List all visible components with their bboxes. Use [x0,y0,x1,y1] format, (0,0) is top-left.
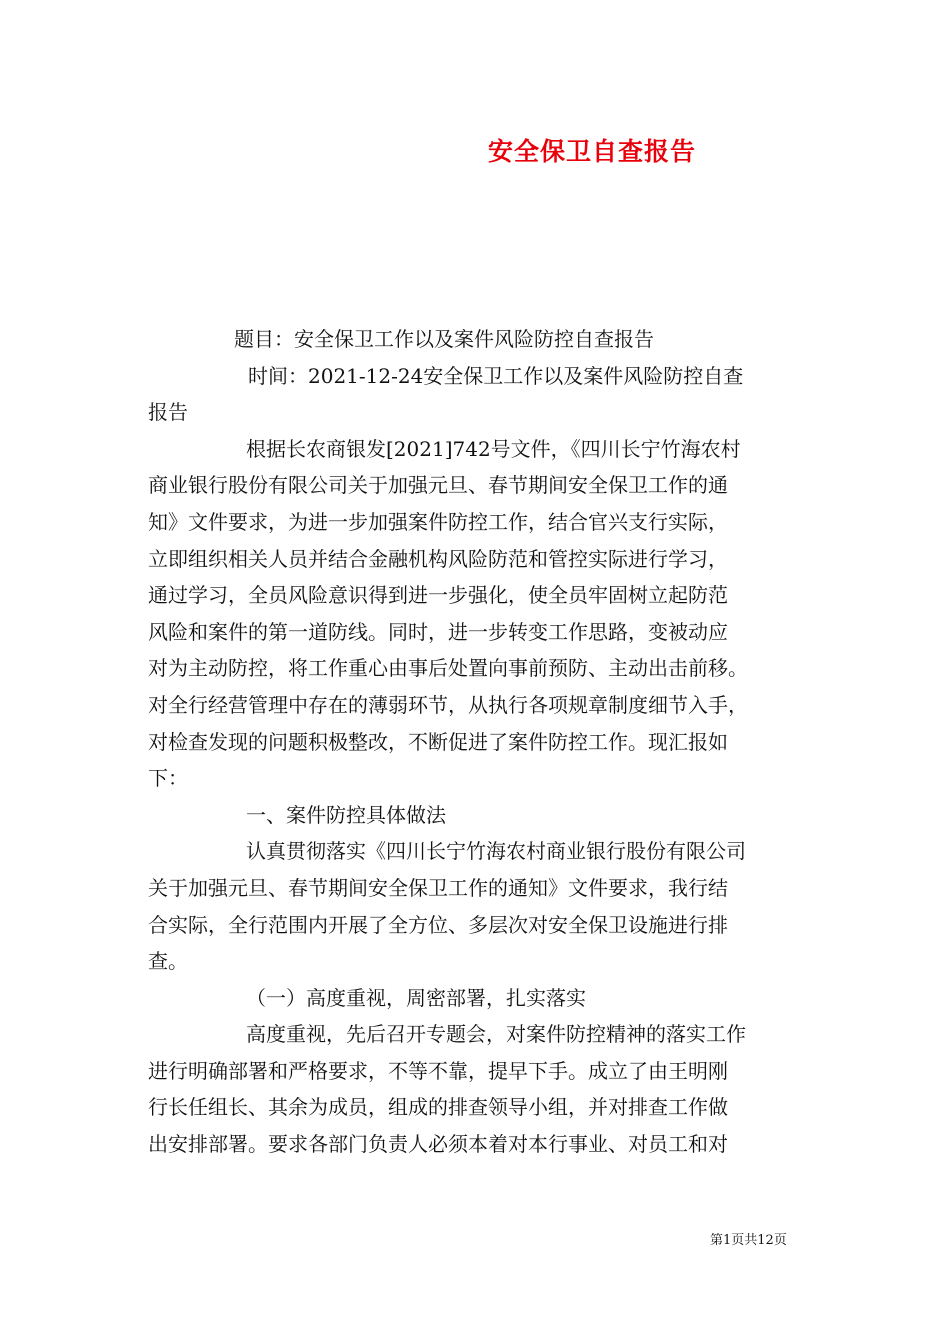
body-line: 对检查发现的问题积极整改，不断促进了案件防控工作。现汇报如 [148,729,728,754]
body-line: 一、案件防控具体做法 [246,802,446,827]
body-line: 合实际，全行范围内开展了全方位、多层次对安全保卫设施进行排 [148,912,728,937]
body-line: 行长任组长、其余为成员，组成的排查领导小组，并对排查工作做 [148,1095,728,1120]
body-line: 知》文件要求，为进一步加强案件防控工作，结合官兴支行实际， [148,509,728,534]
body-line: 对为主动防控，将工作重心由事后处置向事前预防、主动出击前移。 [148,656,748,681]
page-footer: 第1页共12页 [710,1233,787,1248]
body-line: 时间：2021-12-24安全保卫工作以及案件风险防控自查 [248,363,744,388]
body-line: 认真贯彻落实《四川长宁竹海农村商业银行股份有限公司 [246,839,746,864]
body-line: 通过学习，全员风险意识得到进一步强化，使全员牢固树立起防范 [148,583,728,608]
body-line: 风险和案件的第一道防线。同时，进一步转变工作思路，变被动应 [148,619,728,644]
body-line: 立即组织相关人员并结合金融机构风险防范和管控实际进行学习， [148,546,728,571]
body-line: 商业银行股份有限公司关于加强元旦、春节期间安全保卫工作的通 [148,473,728,498]
document-title: 安全保卫自查报告 [488,137,697,166]
body-line: 查。 [148,949,188,974]
body-line: 根据长农商银发[2021]742号文件，《四川长宁竹海农村 [246,436,741,461]
body-line: 题目：安全保卫工作以及案件风险防控自查报告 [234,327,654,351]
body-line: 出安排部署。要求各部门负责人必须本着对本行事业、对员工和对 [148,1132,728,1157]
body-line: 关于加强元旦、春节期间安全保卫工作的通知》文件要求，我行结 [148,875,728,900]
body-line: 报告 [148,400,188,425]
body-line: （一）高度重视，周密部署，扎实落实 [246,985,586,1010]
body-line: 高度重视，先后召开专题会，对案件防控精神的落实工作 [246,1022,746,1047]
document-body [148,321,828,1163]
body-line: 进行明确部署和严格要求，不等不靠，提早下手。成立了由王明刚 [148,1058,728,1083]
body-line: 对全行经营管理中存在的薄弱环节，从执行各项规章制度细节入手， [148,692,748,717]
body-line: 下： [148,766,188,791]
